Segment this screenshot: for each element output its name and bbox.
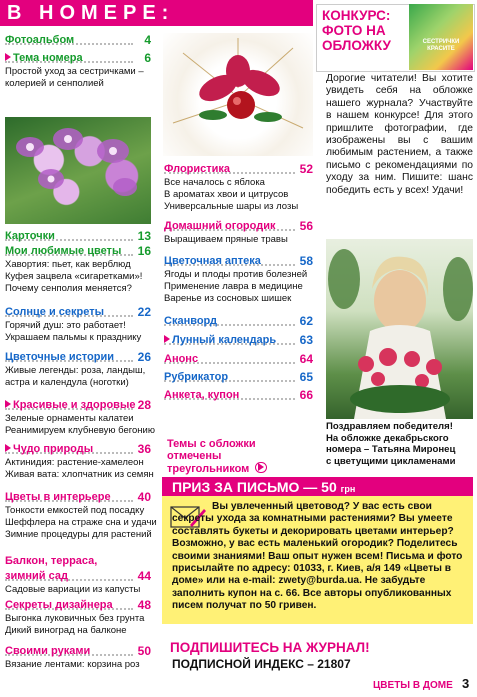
section-heading[interactable] — [164, 162, 313, 177]
contents-section — [5, 490, 157, 540]
section-title: Цветы в интерьере — [5, 491, 111, 503]
section-heading[interactable] — [164, 352, 313, 367]
section-page-number: 66 — [299, 388, 313, 402]
footer-magazine-name: ЦВЕТЫ В ДОМЕ — [373, 680, 453, 691]
section-heading[interactable] — [5, 33, 151, 48]
section-item: Варенье из сосновых шишек — [164, 292, 292, 304]
contents-section — [5, 51, 151, 90]
contents-section — [5, 598, 151, 637]
section-page-number: 63 — [299, 333, 313, 347]
section-page-number: 28 — [137, 398, 151, 412]
section-item: Ягоды и плоды против болезней — [164, 269, 308, 280]
section-heading[interactable] — [5, 398, 151, 413]
prize-for-letter-box — [162, 477, 473, 624]
section-title: Домашний огородик — [164, 220, 276, 232]
prize-title: ПРИЗ ЗА ПИСЬМО — 50 грн — [172, 479, 356, 495]
winner-caption-line-1: Поздравляем победителя! — [326, 421, 453, 432]
contest-title-line-1: КОНКУРС: — [322, 8, 391, 23]
winner-caption — [326, 421, 476, 467]
winner-caption-line-3: номера – Татьяна Миронец — [326, 444, 456, 456]
section-heading[interactable] — [164, 388, 313, 403]
section-item: Куфея зацвела «сигаретками»! — [5, 270, 143, 282]
section-title: Своими руками — [5, 645, 91, 657]
section-title: Фотоальбом — [5, 34, 75, 46]
section-page-number: 40 — [137, 490, 151, 504]
section-item: Живая вата: хлопчатник из семян — [5, 468, 154, 480]
section-item: В ароматах хвои и цитрусов — [164, 188, 289, 200]
section-heading[interactable] — [5, 490, 151, 505]
contest-title-line-2: ФОТО НА — [322, 23, 386, 38]
section-item: Зимние процедуры для растений — [5, 528, 152, 540]
contents-section — [164, 370, 313, 385]
theme-marker-note — [167, 438, 307, 475]
section-item: Садовые вариации из капусты — [5, 584, 141, 595]
section-item: Горячий душ: это работает! — [5, 320, 126, 331]
section-title: Чудо природы — [13, 443, 94, 455]
section-title: Анкета, купон — [164, 389, 240, 401]
contents-section — [164, 352, 313, 367]
theme-note-line-1: Темы с обложки — [167, 438, 256, 450]
contents-section — [5, 554, 151, 596]
section-heading[interactable] — [5, 554, 151, 584]
subscribe-title: ПОДПИШИТЕСЬ НА ЖУРНАЛ! — [170, 640, 370, 655]
section-item: Живые легенды: роза, ландыш, — [5, 365, 146, 376]
section-item: Дикий виноград на балконе — [5, 624, 127, 636]
section-item: Хавортия: пьет, как верблюд — [5, 259, 131, 270]
floristry-arrangement-photo — [163, 33, 313, 156]
section-heading[interactable] — [5, 350, 151, 365]
section-heading[interactable] — [5, 305, 151, 320]
cover-topic-triangle-icon — [164, 335, 170, 343]
contents-header-title: В НОМЕРЕ: — [7, 2, 175, 24]
section-item: Вязание лентами: корзина роз — [5, 659, 140, 670]
triangle-marker-icon — [255, 462, 267, 473]
section-page-number: 52 — [299, 162, 313, 176]
theme-note-line-3: треугольником — [167, 463, 250, 475]
section-title: Солнце и секреты — [5, 306, 104, 318]
violet-flowers-illustration — [5, 117, 151, 224]
cover-topic-triangle-icon — [5, 444, 11, 452]
section-item: Выращиваем пряные травы — [164, 234, 288, 245]
section-item: Простой уход за сестричками – — [5, 66, 144, 77]
section-item: Тонкости емкостей под посадку — [5, 505, 145, 516]
section-title: Карточки — [5, 230, 55, 242]
section-title: Рубрикатор — [164, 371, 229, 383]
section-page-number: 50 — [137, 644, 151, 658]
section-heading[interactable] — [164, 333, 313, 348]
theme-note-line-2: отмечены — [167, 450, 222, 462]
contents-header-bar — [0, 0, 313, 26]
section-title: Балкон, терраса, зимний сад — [5, 555, 98, 582]
contents-section — [5, 442, 154, 481]
contents-section — [164, 254, 313, 304]
section-heading[interactable] — [5, 442, 151, 457]
section-page-number: 22 — [137, 305, 151, 319]
section-page-number: 65 — [299, 370, 313, 384]
subscription-index: ПОДПИСНОЙ ИНДЕКС – 21807 — [172, 657, 351, 671]
section-title: Секреты дизайнера — [5, 599, 113, 611]
section-item: Шеффлера на страже сна и удачи — [5, 516, 157, 528]
section-page-number: 16 — [137, 244, 151, 258]
section-page-number: 13 — [137, 229, 151, 243]
contest-title — [322, 8, 391, 53]
footer-page-number: 3 — [462, 676, 470, 691]
section-page-number: 58 — [299, 254, 313, 268]
cover-topic-triangle-icon — [5, 400, 11, 408]
section-page-number: 44 — [137, 569, 151, 583]
contents-section — [164, 388, 313, 403]
section-item: Почему сенполия меняется? — [5, 282, 132, 294]
section-heading[interactable] — [5, 229, 151, 244]
contents-section — [5, 33, 151, 48]
section-heading[interactable] — [5, 598, 151, 613]
contest-title-line-3: ОБЛОЖКУ — [322, 38, 391, 53]
magazine-cover-thumbnail — [409, 4, 473, 70]
section-heading[interactable] — [164, 219, 313, 234]
section-title: Анонс — [164, 353, 199, 365]
contents-section — [5, 229, 151, 244]
section-title: Цветочные истории — [5, 351, 114, 363]
contents-section — [164, 219, 313, 246]
contents-section — [5, 350, 151, 389]
contents-section — [5, 644, 151, 671]
contest-description: Дорогие читатели! Вы хотите увидеть себя на обложке нашего журнала? Участвуйте в нашем конкурсе! Для этого пришлите фотографии, где изображены вы с вашим любимым растением, а также письмо с рекомендациями по уходу за ним. Пишите: шанс победить есть у всех! Удачи! — [326, 73, 473, 196]
contents-section — [5, 398, 155, 437]
section-title: Лунный календарь — [172, 334, 277, 346]
section-item: Украшаем пальмы к празднику — [5, 331, 142, 343]
section-page-number: 26 — [137, 350, 151, 364]
contents-section — [164, 333, 313, 348]
winner-photo — [326, 239, 473, 419]
contents-section — [5, 244, 151, 294]
apple-arrangement-illustration — [163, 33, 313, 156]
contents-section — [5, 305, 151, 344]
winner-caption-line-4: с цветущими цикламенами — [326, 455, 456, 467]
cover-topic-triangle-icon — [5, 53, 11, 61]
section-item: Универсальные шары из лозы — [164, 200, 299, 212]
contents-section — [164, 314, 313, 329]
section-page-number: 48 — [137, 598, 151, 612]
section-item: Выгонка луковичных без грунта — [5, 613, 145, 624]
section-page-number: 56 — [299, 219, 313, 233]
section-title: Цветочная аптека — [164, 255, 261, 267]
section-item: Применение лавра в медицине — [164, 280, 303, 292]
section-page-number: 4 — [144, 33, 151, 47]
section-item: Актинидия: растение-хамелеон — [5, 457, 144, 468]
section-item: Реанимируем клубневую бегонию — [5, 424, 155, 436]
section-heading[interactable] — [5, 51, 151, 66]
section-heading[interactable] — [164, 314, 313, 329]
section-title: Мои любимые цветы — [5, 245, 122, 257]
section-title: Сканворд — [164, 315, 217, 327]
prize-description: Вы увлеченный цветовод? У вас есть свои секреты ухода за комнатными растениями? Вы умеете составлять букеты и декорировать цветами интерьер? Возможно, у вас есть маленький огородик? Поделитесь своими знаниями! Ваш опыт нужен всем! Письма и фото присылайте по адресу: 01033, г. Киев, а/я 149 «Цветы в доме» или на e-mail: zwety@burda.ua. Не забудьте заполнить купон на с. 66. Все авторы опубликованных писем получат по 50 гривен. — [172, 501, 463, 612]
prize-header-bar — [162, 477, 473, 496]
section-title: Тема номера — [13, 52, 83, 64]
section-title: Красивые и здоровые — [13, 399, 136, 411]
section-heading[interactable] — [5, 244, 151, 259]
section-item: Зеленые орнаменты калатеи — [5, 413, 134, 424]
section-heading[interactable] — [164, 370, 313, 385]
prize-currency: грн — [340, 484, 356, 494]
section-item: Все началось с яблока — [164, 177, 265, 188]
winner-caption-line-2: На обложке декабрьского — [326, 432, 449, 444]
section-heading[interactable] — [164, 254, 313, 269]
section-heading[interactable] — [5, 644, 151, 659]
section-item: колерией и сенполией — [5, 77, 104, 89]
contents-section — [164, 162, 313, 212]
winner-with-cyclamens-illustration — [326, 239, 473, 419]
magazine-cover-thumbnail-text: СЕСТРИЧКИ КРАСИТЕ — [422, 39, 460, 52]
section-page-number: 62 — [299, 314, 313, 328]
violet-flowers-photo — [5, 117, 151, 224]
section-page-number: 36 — [137, 442, 151, 456]
section-title: Флористика — [164, 163, 231, 175]
section-page-number: 6 — [144, 51, 151, 65]
section-page-number: 64 — [299, 352, 313, 366]
section-item: астра и календула (ноготки) — [5, 376, 129, 388]
